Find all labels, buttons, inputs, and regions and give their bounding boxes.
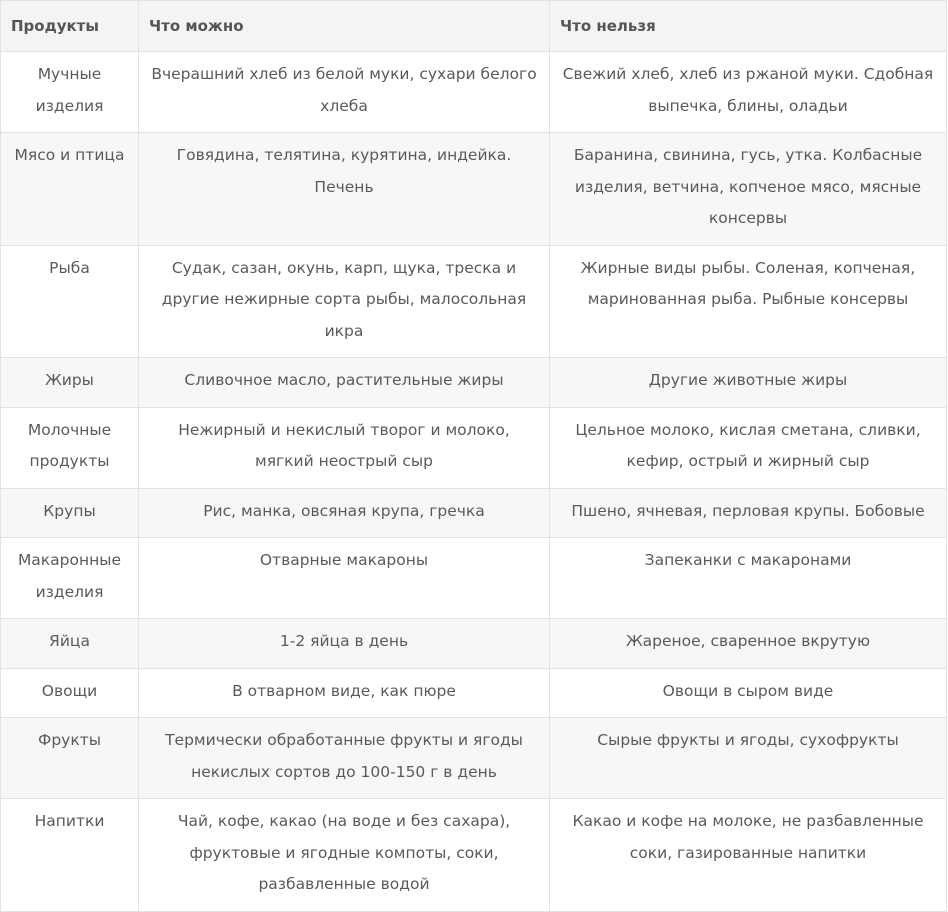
forbidden-cell: Цельное молоко, кислая сметана, сливки, кефир, острый и жирный сыр <box>550 407 947 488</box>
allowed-cell: Чай, кофе, какао (на воде и без сахара), фруктовые и ягодные компоты, соки, разбавленные водой <box>139 799 550 912</box>
table-row <box>1 718 947 799</box>
header-products: Продукты <box>1 1 139 52</box>
forbidden-cell: Другие животные жиры <box>550 358 947 408</box>
header-forbidden: Что нельзя <box>550 1 947 52</box>
forbidden-cell: Сырые фрукты и ягоды, сухофрукты <box>550 718 947 799</box>
forbidden-cell: Овощи в сыром виде <box>550 668 947 718</box>
table-row <box>1 245 947 358</box>
table-row <box>1 619 947 669</box>
table-row <box>1 488 947 538</box>
table-row <box>1 407 947 488</box>
forbidden-cell: Жареное, сваренное вкрутую <box>550 619 947 669</box>
forbidden-cell: Жирные виды рыбы. Соленая, копченая, маринованная рыба. Рыбные консервы <box>550 245 947 358</box>
allowed-cell: Вчерашний хлеб из белой муки, сухари белого хлеба <box>139 52 550 133</box>
product-cell: Напитки <box>1 799 139 912</box>
product-cell: Мясо и птица <box>1 133 139 246</box>
allowed-cell: Сливочное масло, растительные жиры <box>139 358 550 408</box>
allowed-cell: Говядина, телятина, курятина, индейка. Печень <box>139 133 550 246</box>
table-row <box>1 133 947 246</box>
product-cell: Рыба <box>1 245 139 358</box>
product-cell: Яйца <box>1 619 139 669</box>
allowed-cell: Судак, сазан, окунь, карп, щука, треска и другие нежирные сорта рыбы, малосольная икра <box>139 245 550 358</box>
forbidden-cell: Пшено, ячневая, перловая крупы. Бобовые <box>550 488 947 538</box>
header-row <box>1 1 947 52</box>
allowed-cell: 1-2 яйца в день <box>139 619 550 669</box>
allowed-cell: Рис, манка, овсяная крупа, гречка <box>139 488 550 538</box>
product-cell: Макаронные изделия <box>1 538 139 619</box>
allowed-cell: В отварном виде, как пюре <box>139 668 550 718</box>
forbidden-cell: Свежий хлеб, хлеб из ржаной муки. Сдобная выпечка, блины, оладьи <box>550 52 947 133</box>
product-cell: Овощи <box>1 668 139 718</box>
table-row <box>1 52 947 133</box>
allowed-cell: Нежирный и некислый творог и молоко, мягкий неострый сыр <box>139 407 550 488</box>
allowed-cell: Отварные макароны <box>139 538 550 619</box>
product-cell: Молочные продукты <box>1 407 139 488</box>
allowed-cell: Термически обработанные фрукты и ягоды некислых сортов до 100-150 г в день <box>139 718 550 799</box>
forbidden-cell: Баранина, свинина, гусь, утка. Колбасные изделия, ветчина, копченое мясо, мясные консервы <box>550 133 947 246</box>
header-allowed: Что можно <box>139 1 550 52</box>
product-cell: Крупы <box>1 488 139 538</box>
table-row <box>1 358 947 408</box>
table-row <box>1 538 947 619</box>
table-header <box>1 1 947 52</box>
product-cell: Фрукты <box>1 718 139 799</box>
product-cell: Жиры <box>1 358 139 408</box>
table-row <box>1 799 947 912</box>
table-body <box>1 52 947 912</box>
forbidden-cell: Запеканки с макаронами <box>550 538 947 619</box>
table-row <box>1 668 947 718</box>
forbidden-cell: Какао и кофе на молоке, не разбавленные соки, газированные напитки <box>550 799 947 912</box>
product-cell: Мучные изделия <box>1 52 139 133</box>
